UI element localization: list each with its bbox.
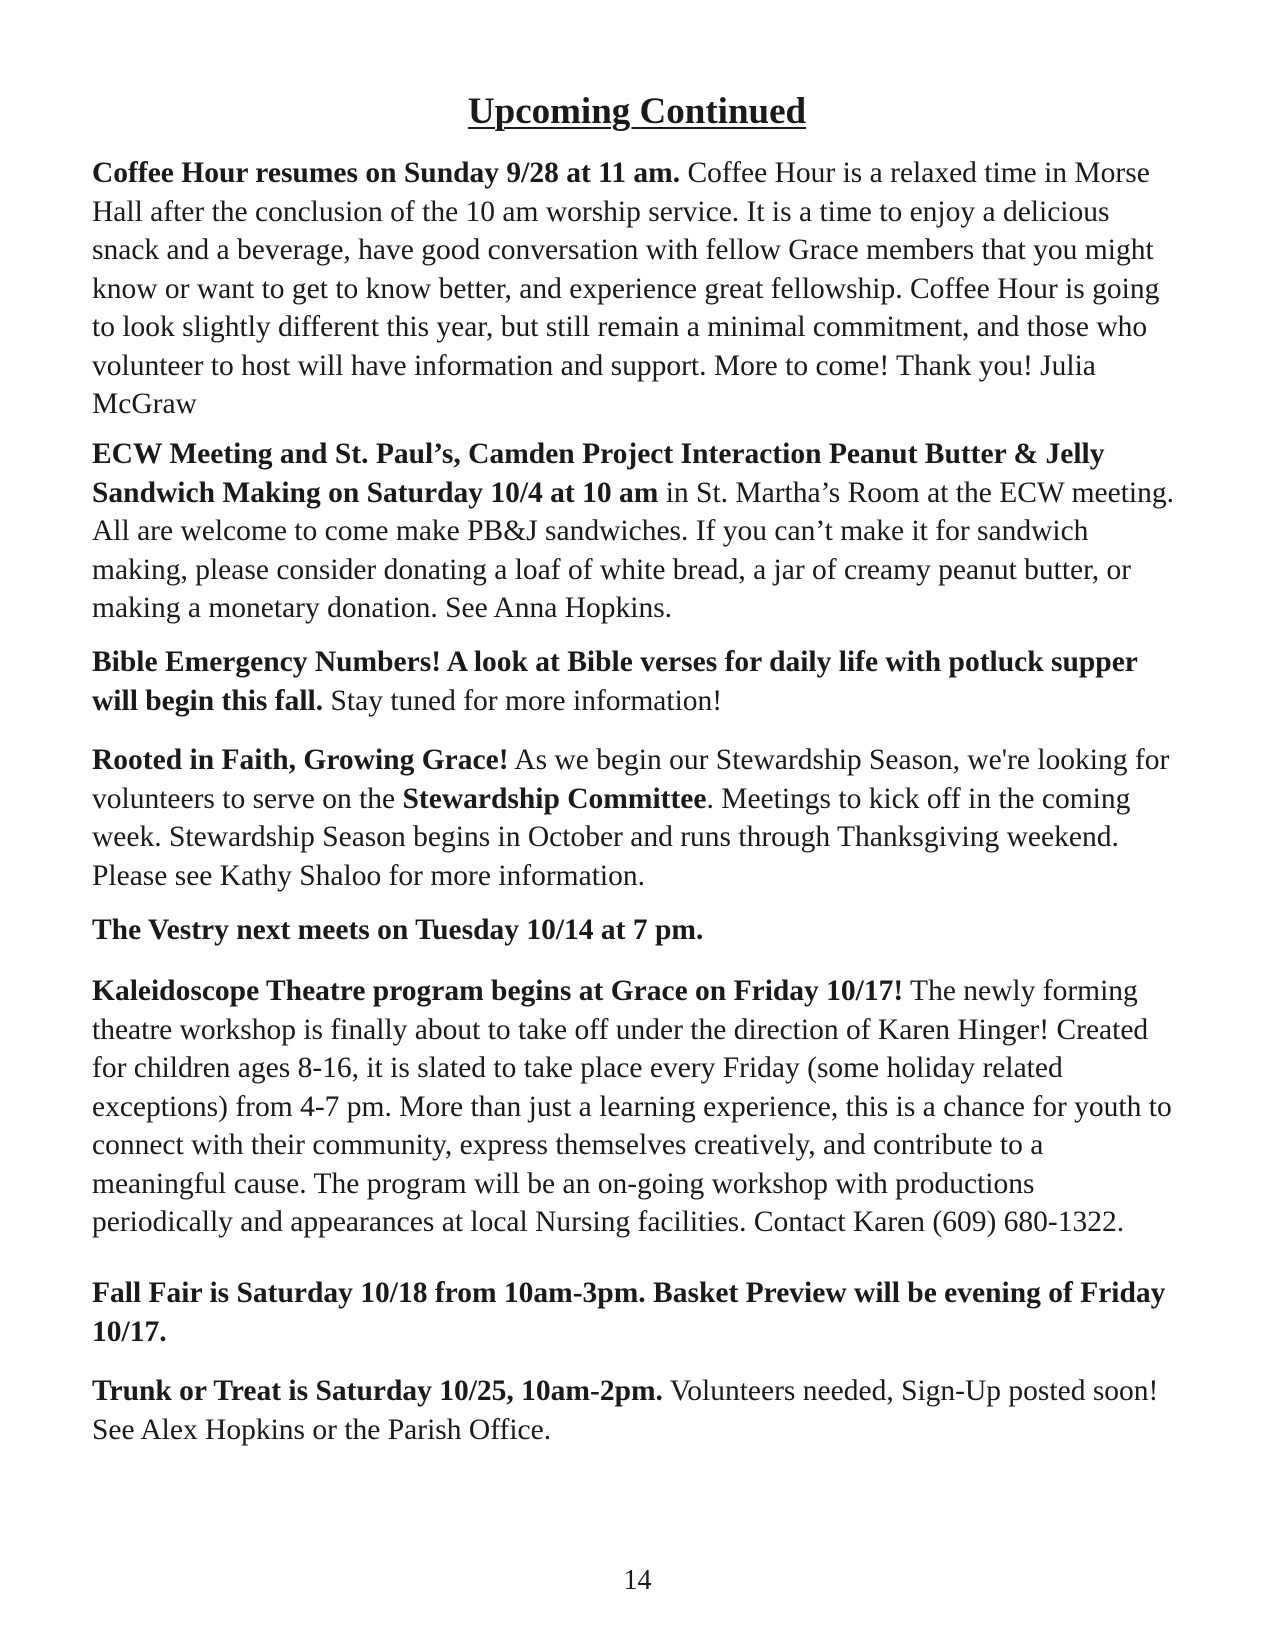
announcement-coffee-hour	[92, 154, 1182, 424]
announcement-heading: The Vestry next meets on Tuesday 10/14 at 7 pm.	[92, 914, 704, 946]
announcement-heading: Rooted in Faith, Growing Grace!	[92, 744, 509, 776]
announcement-heading: Bible Emergency Numbers! A look at Bible verses for daily life with potluck supper will begin this fall.	[92, 646, 1138, 717]
announcement-ecw-meeting	[92, 435, 1182, 628]
announcement-heading: ECW Meeting and St. Paul’s, Camden Project Interaction Peanut Butter & Jelly Sandwich Making on Saturday 10/4 at 10 am	[92, 438, 1105, 509]
announcement-body: Stay tuned for more information!	[323, 684, 723, 717]
announcement-heading: Coffee Hour resumes on Sunday 9/28 at 11 am.	[92, 157, 681, 189]
announcement-trunk-or-treat	[92, 1372, 1182, 1449]
announcement-vestry	[92, 911, 1182, 950]
announcement-stewardship	[92, 741, 1182, 895]
announcement-bible-emergency-numbers	[92, 643, 1182, 720]
announcement-body: Coffee Hour is a relaxed time in Morse Hall after the conclusion of the 10 am worship service. It is a time to enjoy a delicious snack and a beverage, have good conversation with fellow Grace members that you might know or want to get to know better, and experience great fellowship. Coffee Hour is going to look slightly different this year, but still remain a minimal commitment, and those who volunteer to host will have information and support. More to come! Thank you! Julia McGraw	[92, 157, 1160, 420]
page-title: Upcoming Continued	[467, 91, 807, 132]
announcement-body: in St. Martha’s Room at the ECW meeting. All are welcome to come make PB&J sandwiches. If you can’t make it for sandwich making, please consider donating a loaf of white bread, a jar of creamy peanut butter, or making a monetary donation. See Anna Hopkins.	[92, 476, 1174, 624]
announcement-body: The newly forming theatre workshop is finally about to take off under the direction of Karen Hinger! Created for children ages 8-16, it is slated to take place every Friday (some holiday related exceptions) from 4-7 pm. More than just a learning experience, this is a chance for youth to connect with their community, express themselves creatively, and contribute to a meaningful cause. The program will be an on-going workshop with productions periodically and appearances at local Nursing facilities. Contact Karen (609) 680-1322.	[92, 975, 1172, 1238]
announcement-heading: Trunk or Treat is Saturday 10/25, 10am-2pm.	[92, 1375, 663, 1407]
announcement-body: As we begin our Stewardship Season, we're looking for volunteers to serve on the	[92, 744, 1170, 815]
announcement-body-continued: . Meetings to kick off in the coming week. Stewardship Season begins in October and runs through Thanksgiving weekend. Please see Kathy Shaloo for more information.	[92, 782, 1131, 892]
page-number: 14	[623, 1565, 652, 1596]
announcement-fall-fair	[92, 1274, 1182, 1351]
announcement-body: Volunteers needed, Sign-Up posted soon! See Alex Hopkins or the Parish Office.	[92, 1375, 1159, 1446]
announcement-heading: Kaleidoscope Theatre program begins at Grace on Friday 10/17!	[92, 975, 904, 1007]
announcement-heading: Fall Fair is Saturday 10/18 from 10am-3pm. Basket Preview will be evening of Friday 10/17.	[92, 1277, 1166, 1348]
stewardship-committee-name: Stewardship Committee	[402, 782, 707, 815]
announcement-kaleidoscope-theatre	[92, 972, 1182, 1242]
